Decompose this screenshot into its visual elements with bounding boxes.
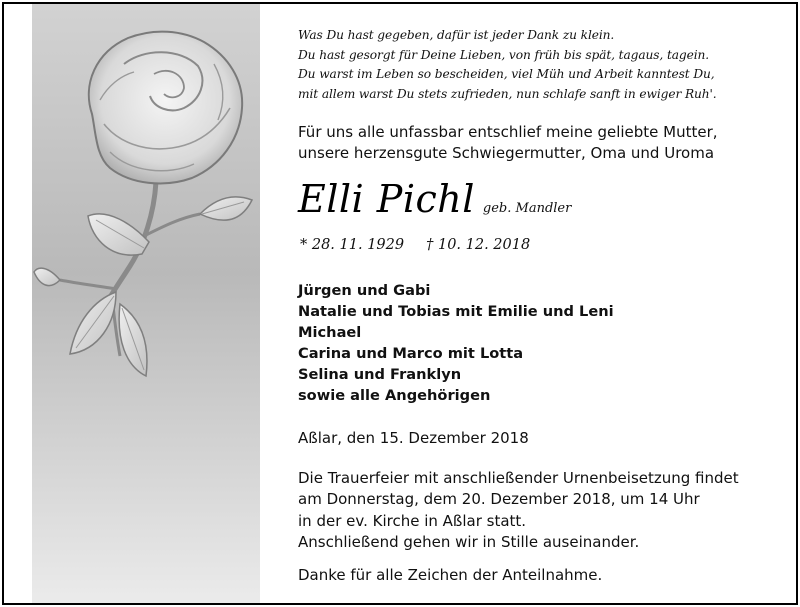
poem-line: Du hast gesorgt für Deine Lieben, von früh bis spät, tagaus, tagein. [298, 47, 710, 62]
birth-date: * 28. 11. 1929 [300, 237, 405, 253]
mourner-line: sowie alle Angehörigen [298, 387, 491, 404]
intro-line: Für uns alle unfassbar entschlief meine geliebte Mutter, [298, 123, 718, 141]
poem [298, 26, 768, 104]
thanks-line: Danke für alle Zeichen der Anteilnahme. [298, 566, 603, 584]
death-date: † 10. 12. 2018 [426, 237, 531, 253]
deceased-name: Elli Pichl [298, 177, 475, 221]
intro-line: unsere herzensgute Schwiegermutter, Oma und Uroma [298, 144, 715, 162]
life-dates [300, 235, 530, 255]
service-line: Anschließend gehen wir in Stille auseinander. [298, 532, 640, 551]
obituary-notice [2, 2, 798, 605]
mourner-line: Jürgen und Gabi [298, 282, 431, 299]
mourner-line: Carina und Marco mit Lotta [298, 345, 524, 362]
service-line: Die Trauerfeier mit anschließender Urnenbeisetzung findet [298, 469, 739, 487]
mourner-line: Natalie und Tobias mit Emilie und Leni [298, 303, 614, 320]
poem-line: mit allem warst Du stets zufrieden, nun schlafe sanft in ewiger Ruh'. [298, 86, 717, 101]
deceased-name-line [298, 176, 571, 222]
service-line: in der ev. Kirche in Aßlar statt. [298, 511, 527, 530]
maiden-name: geb. Mandler [482, 201, 572, 216]
mourner-line: Selina und Franklyn [298, 366, 462, 383]
poem-line: Was Du hast gegeben, dafür ist jeder Dank zu klein. [298, 28, 615, 42]
service-line: am Donnerstag, dem 20. Dezember 2018, um 14 Uhr [298, 490, 700, 509]
rose-icon [4, 4, 274, 424]
mourners-list [298, 280, 614, 406]
place-and-date: Aßlar, den 15. Dezember 2018 [298, 429, 529, 447]
intro-text [298, 122, 718, 164]
mourner-line: Michael [298, 324, 362, 341]
funeral-service-info [298, 468, 739, 553]
poem-line: Du warst im Leben so bescheiden, viel Müh und Arbeit kanntest Du, [298, 67, 715, 82]
